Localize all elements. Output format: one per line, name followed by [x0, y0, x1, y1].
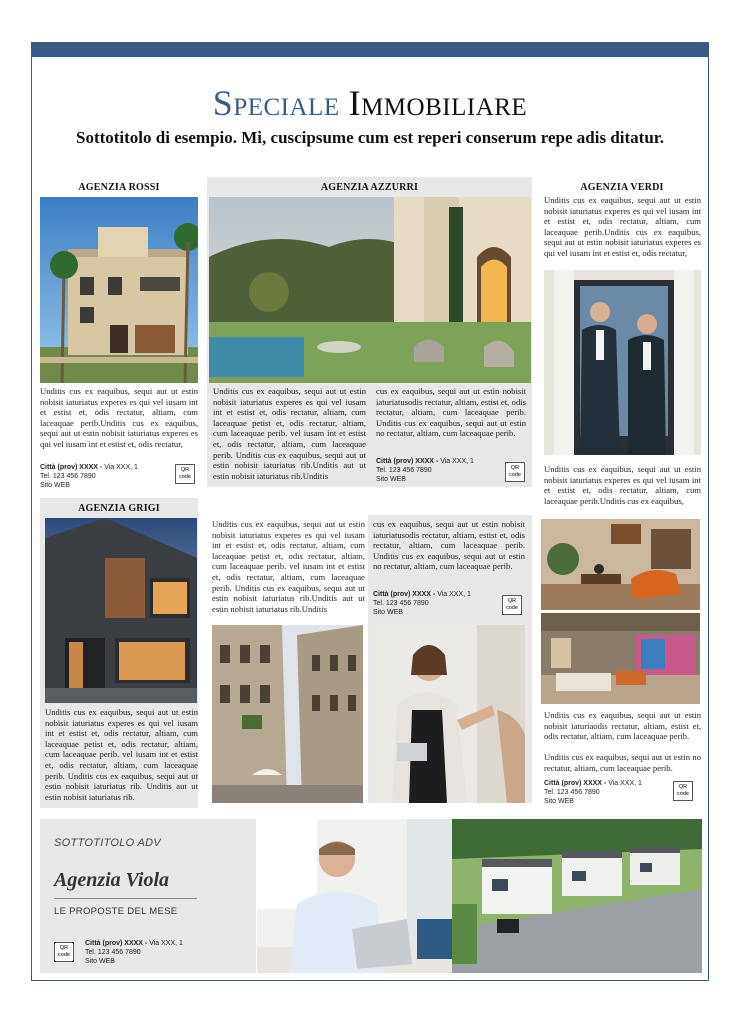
agency-verdi-text-bottom2: Unditis cus ex eaquibus, sequi aut ut estin no rectatur, altiam, cum laceaquae perib. [544, 752, 701, 773]
viola-address: Via XXX, 1 [149, 940, 183, 947]
agency-azzurri-header: AGENZIA AZZURRI [320, 182, 419, 193]
lounge-photo [541, 613, 700, 704]
viola-phone: Tel. 123 456 7890 [85, 949, 141, 956]
modern-houses-aerial-photo [452, 819, 702, 973]
grigi-web: Sito WEB [373, 609, 403, 616]
azzurri-city: Città (prov) XXXX - [376, 458, 439, 465]
page-subtitle: Sottotitolo di esempio. Mi, cuscipsume cum est reperi conserum repe adis ditatur. [75, 128, 665, 147]
title-word-speciale: Speciale [212, 83, 340, 123]
agency-grigi-contact [373, 590, 503, 617]
rossi-city: Città (prov) XXXX - [40, 464, 103, 471]
agency-grigi-text-col1: Unditis cus ex eaquibus, sequi aut ut estin nobisit iaturiatus experes es qui vel iusam int et estist et, odis rectatur, altiam, cum laceaquae petist et, odis rectatur, altiam, cum laceaquae perib. vel iusam int et estist et, odis rectatur, altiam, cum laceaquae perib. Unditis cus ex eaquibus, sequi aut ut estin nobisit iaturiatus rib.Unditis aut ut estin nobisit iaturiatus rib.Unditis [212, 519, 365, 614]
viola-tagline: LE PROPOSTE DEL MESE [54, 906, 178, 917]
viola-qr-code: QR code [54, 942, 74, 962]
agency-azzurri-contact [376, 457, 506, 484]
rossi-phone: Tel. 123 456 7890 [40, 473, 96, 480]
verdi-qr-code: QR code [673, 781, 693, 801]
living-room-photo [541, 519, 700, 610]
agency-rossi-header: AGENZIA ROSSI [78, 182, 160, 193]
villa-photo [40, 197, 198, 383]
verdi-phone: Tel. 123 456 7890 [544, 789, 600, 796]
verdi-web: Sito WEB [544, 798, 574, 805]
garden-pool-villa-photo [209, 197, 531, 383]
viola-agency-name: Agenzia Viola [54, 869, 170, 891]
agency-rossi-contact [40, 463, 170, 490]
agency-viola-contact [85, 939, 250, 966]
agent-handing-keys-photo [377, 625, 525, 803]
page-title [32, 81, 708, 125]
top-accent-bar [32, 43, 708, 57]
advertising-page [31, 42, 709, 981]
rossi-address: Via XXX, 1 [104, 464, 138, 471]
agency-rossi-text: Unditis cus ex eaquibus, sequi aut ut estin nobisit iaturiatus experes es qui vel iusam int et estist et, odis rectatur, altiam, cum laceaquae perib.Unditis cus ex eaquibus, sequi aut ut estin nobisit iaturiatus experes es qui vel iusam int et estist et, odis rectatur, [40, 386, 198, 449]
viola-web: Sito WEB [85, 958, 115, 965]
grigi-city: Città (prov) XXXX - [373, 591, 436, 598]
verdi-city: Città (prov) XXXX - [544, 780, 607, 787]
verdi-address: Via XXX, 1 [608, 780, 642, 787]
agency-grigi-text-left: Unditis cus ex eaquibus, sequi aut ut estin nobisit iaturiatus experes es qui vel iusam int et estist et, odis rectatur, altiam, cum laceaquae petist et, odis rectatur, altiam, cum laceaquae perib. vel iusam int et estist et, odis rectatur, altiam, cum laceaquae perib. Unditis cus ex eaquibus, sequi aut ut estin nobisit iaturiatus rib. Unditis aut ut estin nobisit iaturiatus rib. [45, 707, 198, 802]
rossi-qr-code: QR code [175, 464, 195, 484]
agency-verdi-header: AGENZIA VERDI [580, 182, 664, 193]
agency-verdi-contact [544, 779, 674, 806]
agency-verdi-text-mid: Unditis cus ex eaquibus, sequi aut ut estin nobisit iaturiatus experes es qui vel iusam int et estist et, odis rectatur, altiam, cum laceaquae perib.Unditis cus ex eaquibus, [544, 464, 701, 506]
agents-photo [544, 270, 701, 455]
viola-city: Città (prov) XXXX - [85, 940, 148, 947]
modern-house-photo [45, 518, 197, 703]
azzurri-web: Sito WEB [376, 476, 406, 483]
agency-grigi-header: AGENZIA GRIGI [78, 503, 160, 514]
agent-with-laptop-photo [257, 819, 452, 973]
agency-verdi-text-top: Unditis cus ex eaquibus, sequi aut ut estin nobisit iaturiatus experes es qui vel iusam int et estist et, odis rectatur, altiam, cum laceaquae perib.Unditis cus ex eaquibus, sequi aut ut estin nobisit iaturiatus experes es qui vel iusam int et estist et, odis rectatur, [544, 195, 701, 258]
viola-adv-subtitle: SOTTOTITOLO ADV [54, 837, 161, 849]
agency-azzurri-text-col2: cus ex eaquibus, sequi aut ut estin nobisit iaturiatusodis rectatur, altiam, estist et, odis rectatur, altiam, cum laceaquae perib. Unditis cus ex eaquibus, sequi aut ut estin no rectatur, altiam, cum laceaquae perib. [376, 386, 526, 439]
azzurri-address: Via XXX, 1 [440, 458, 474, 465]
title-word-immobiliare: Immobiliare [348, 83, 528, 123]
grigi-address: Via XXX, 1 [437, 591, 471, 598]
azzurri-phone: Tel. 123 456 7890 [376, 467, 432, 474]
rossi-web: Sito WEB [40, 482, 70, 489]
viola-divider [54, 898, 197, 899]
grigi-qr-code: QR code [502, 595, 522, 615]
agency-azzurri-text-col1: Unditis cus ex eaquibus, sequi aut ut estin nobisit iaturiatus experes es qui vel iusam int et estist et, odis rectatur, altiam, cum laceaquae petist et, odis rectatur, altiam, cum laceaquae perib. vel iusam int et estist et, odis rectatur, altiam, cum laceaquae perib. Unditis cus ex eaquibus, sequi aut ut estin nobisit iaturiatus rib.Unditis aut ut estin nobisit iaturiatus rib.Unditis [213, 386, 366, 481]
agency-verdi-text-bottom1: Unditis cus ex eaquibus, sequi aut ut estin nobisit iaturiaodis rectatur, altiam, estist et, odis rectatur, altiam, cum laceaquae perib. [544, 710, 701, 742]
agency-grigi-text-col2: cus ex eaquibus, sequi aut ut estin nobisit iaturiatusodis rectatur, altiam, estist et, odis rectatur, altiam, cum laceaquae perib. Unditis cus ex eaquibus, sequi aut ut estin no rectatur, altiam, cum laceaquae perib. [373, 519, 525, 572]
grigi-phone: Tel. 123 456 7890 [373, 600, 429, 607]
city-street-photo [212, 625, 363, 803]
azzurri-qr-code: QR code [505, 462, 525, 482]
